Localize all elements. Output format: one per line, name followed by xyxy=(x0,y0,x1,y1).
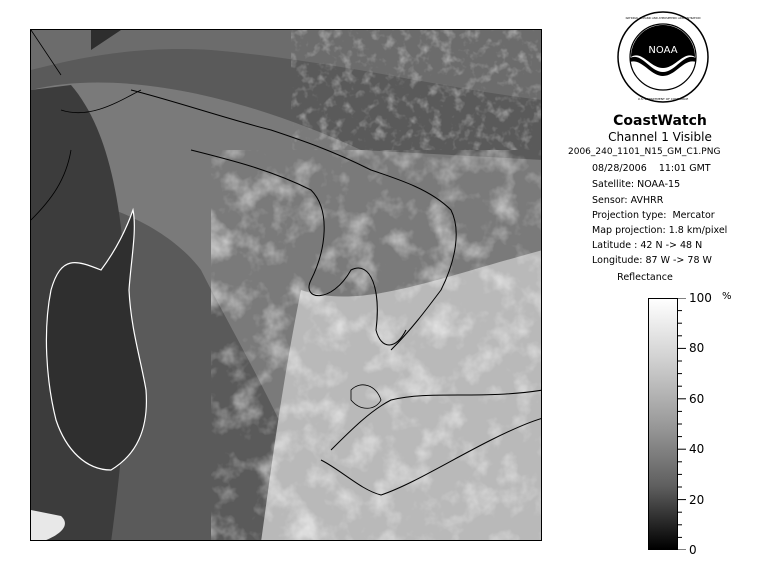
filename-label: 2006_240_1101_N15_GM_C1.PNG xyxy=(568,147,721,157)
legend-unit: % xyxy=(722,291,732,302)
colorbar-tick-label: 20 xyxy=(689,492,705,507)
sensor-label: Sensor: AVHRR xyxy=(592,195,664,206)
colorbar-tick-label: 80 xyxy=(689,341,705,356)
latitude-label: Latitude : 42 N -> 48 N xyxy=(592,240,703,251)
noaa-logo xyxy=(616,10,710,104)
cloud-texture xyxy=(211,150,542,541)
logo-ring-top: NATIONAL OCEANIC AND ATMOSPHERIC ADMINISTRATION xyxy=(625,17,701,20)
legend-title: Reflectance xyxy=(617,272,673,283)
logo-ring-bottom: U.S. DEPARTMENT OF COMMERCE xyxy=(637,97,689,101)
satellite-label: Satellite: NOAA-15 xyxy=(592,179,681,190)
projection-label: Projection type: Mercator xyxy=(592,210,715,221)
colorbar-ticks xyxy=(678,298,688,550)
colorbar-tick-label: 0 xyxy=(689,543,697,557)
brand-title: CoastWatch xyxy=(613,113,707,129)
longitude-label: Longitude: 87 W -> 78 W xyxy=(592,255,712,266)
logo-noaa-text: NOAA xyxy=(648,45,678,56)
date-label: 08/28/2006 11:01 GMT xyxy=(592,163,711,174)
channel-label: Channel 1 Visible xyxy=(608,130,712,144)
colorbar-tick-label: 100 xyxy=(689,291,712,305)
reflectance-colorbar xyxy=(648,298,678,550)
colorbar-tick-label: 40 xyxy=(689,442,705,457)
cloud-texture-north xyxy=(291,30,542,150)
colorbar-tick-label: 60 xyxy=(689,391,705,406)
map-projection-label: Map projection: 1.8 km/pixel xyxy=(592,225,728,236)
satellite-map[interactable] xyxy=(30,29,542,541)
map-svg xyxy=(31,30,542,541)
